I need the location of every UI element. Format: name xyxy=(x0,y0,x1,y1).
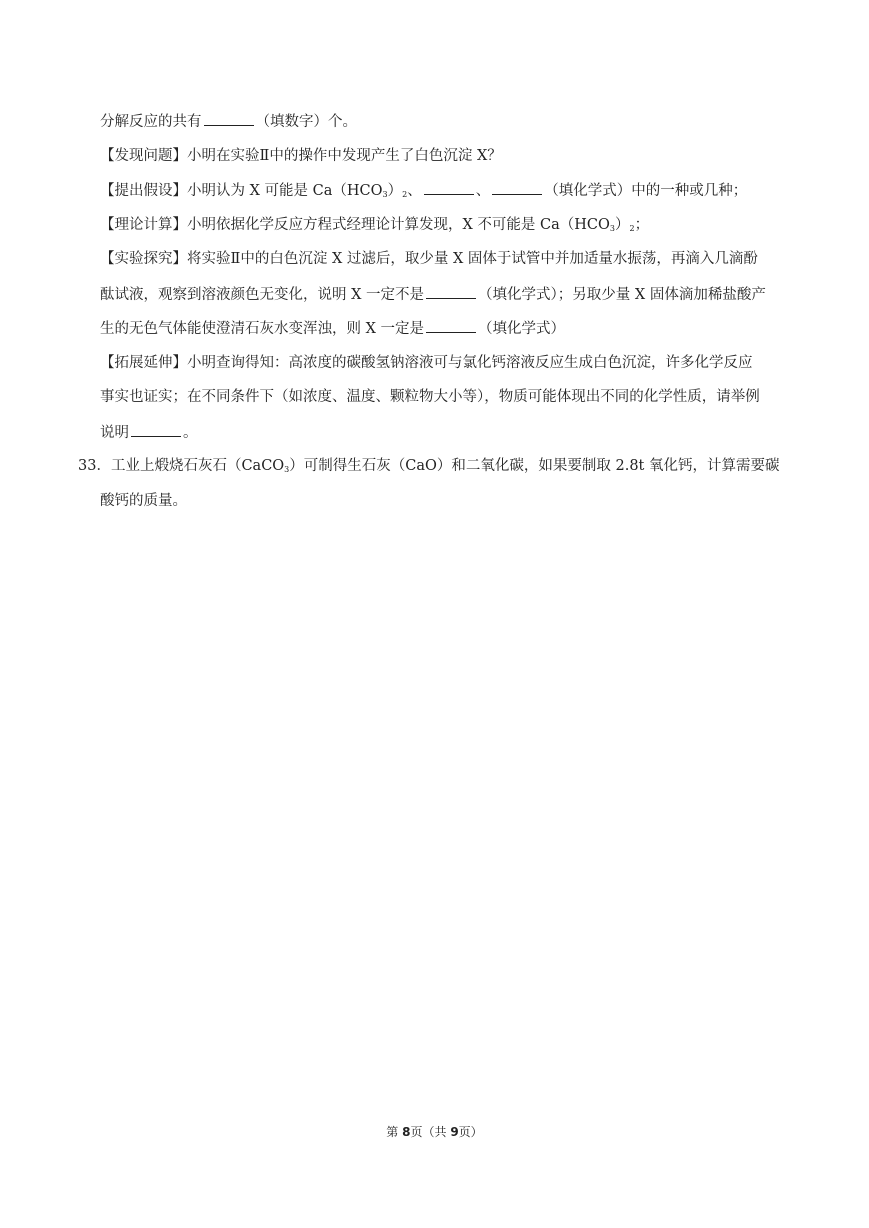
text: 酞试液，观察到溶液颜色无变化，说明 X 一定不是 xyxy=(100,287,425,303)
text-line xyxy=(100,318,565,339)
answer-blank[interactable] xyxy=(492,180,542,195)
text-line xyxy=(100,180,747,205)
text: ） xyxy=(615,217,630,233)
text-line xyxy=(100,284,766,305)
text: 。 xyxy=(183,425,198,441)
text: 【提出假设】小明认为 X 可能是 Ca（HCO xyxy=(100,183,383,199)
text: （填化学式）；另取少量 X 固体滴加稀盐酸产 xyxy=(478,287,766,303)
subscript: 3 xyxy=(382,190,388,199)
answer-blank[interactable] xyxy=(426,284,476,299)
text: 、 xyxy=(407,183,422,199)
text: 33．工业上煅烧石灰石（CaCO xyxy=(78,458,285,474)
text-line: 【拓展延伸】小明查询得知：高浓度的碳酸氢钠溶液可与氯化钙溶液反应生成白色沉淀，许多化学反应 xyxy=(100,355,753,371)
text: （填数字）个。 xyxy=(255,114,357,130)
text: 、 xyxy=(475,183,491,199)
text-line xyxy=(100,422,198,443)
text-line: 【发现问题】小明在实验Ⅱ中的操作中发现产生了白色沉淀 X？ xyxy=(100,148,502,164)
footer-text: 第 xyxy=(386,1125,403,1139)
text-line xyxy=(100,215,649,239)
text-line: 事实也证实；在不同条件下（如浓度、温度、颗粒物大小等），物质可能体现出不同的化学性质，请举例 xyxy=(100,389,760,405)
text: ； xyxy=(634,217,650,233)
footer-text: 页） xyxy=(458,1125,483,1139)
page-number: 8 xyxy=(402,1125,411,1139)
answer-blank[interactable] xyxy=(131,422,181,437)
text: 说明 xyxy=(100,425,129,441)
text-line: 酸钙的质量。 xyxy=(100,493,187,509)
subscript: 3 xyxy=(609,224,615,233)
text: 生的无色气体能使澄清石灰水变浑浊，则 X 一定是 xyxy=(100,321,425,337)
text: 【理论计算】小明依据化学反应方程式经理论计算发现，X 不可能是 Ca（HCO xyxy=(100,217,610,233)
page-footer xyxy=(0,1124,869,1140)
text: 分解反应的共有 xyxy=(100,114,202,130)
text-line: 【实验探究】将实验Ⅱ中的白色沉淀 X 过滤后，取少量 X 固体于试管中并加适量水振荡，再滴入几滴酚 xyxy=(100,251,758,267)
text: ） xyxy=(387,183,403,199)
subscript: 2 xyxy=(629,224,635,233)
answer-blank[interactable] xyxy=(424,180,474,195)
footer-text: 页（共 xyxy=(410,1125,451,1139)
text: （填化学式） xyxy=(478,321,566,337)
text-line xyxy=(100,111,357,132)
text: （填化学式）中的一种或几种； xyxy=(544,183,748,199)
subscript: 3 xyxy=(284,465,290,474)
question-33 xyxy=(78,456,780,480)
answer-blank[interactable] xyxy=(204,111,254,126)
answer-blank[interactable] xyxy=(426,318,476,333)
subscript: 2 xyxy=(402,190,408,199)
text: ）可制得生石灰（CaO）和二氧化碳，如果要制取 2.8t 氧化钙，计算需要碳 xyxy=(289,458,780,474)
page-total: 9 xyxy=(450,1125,459,1139)
